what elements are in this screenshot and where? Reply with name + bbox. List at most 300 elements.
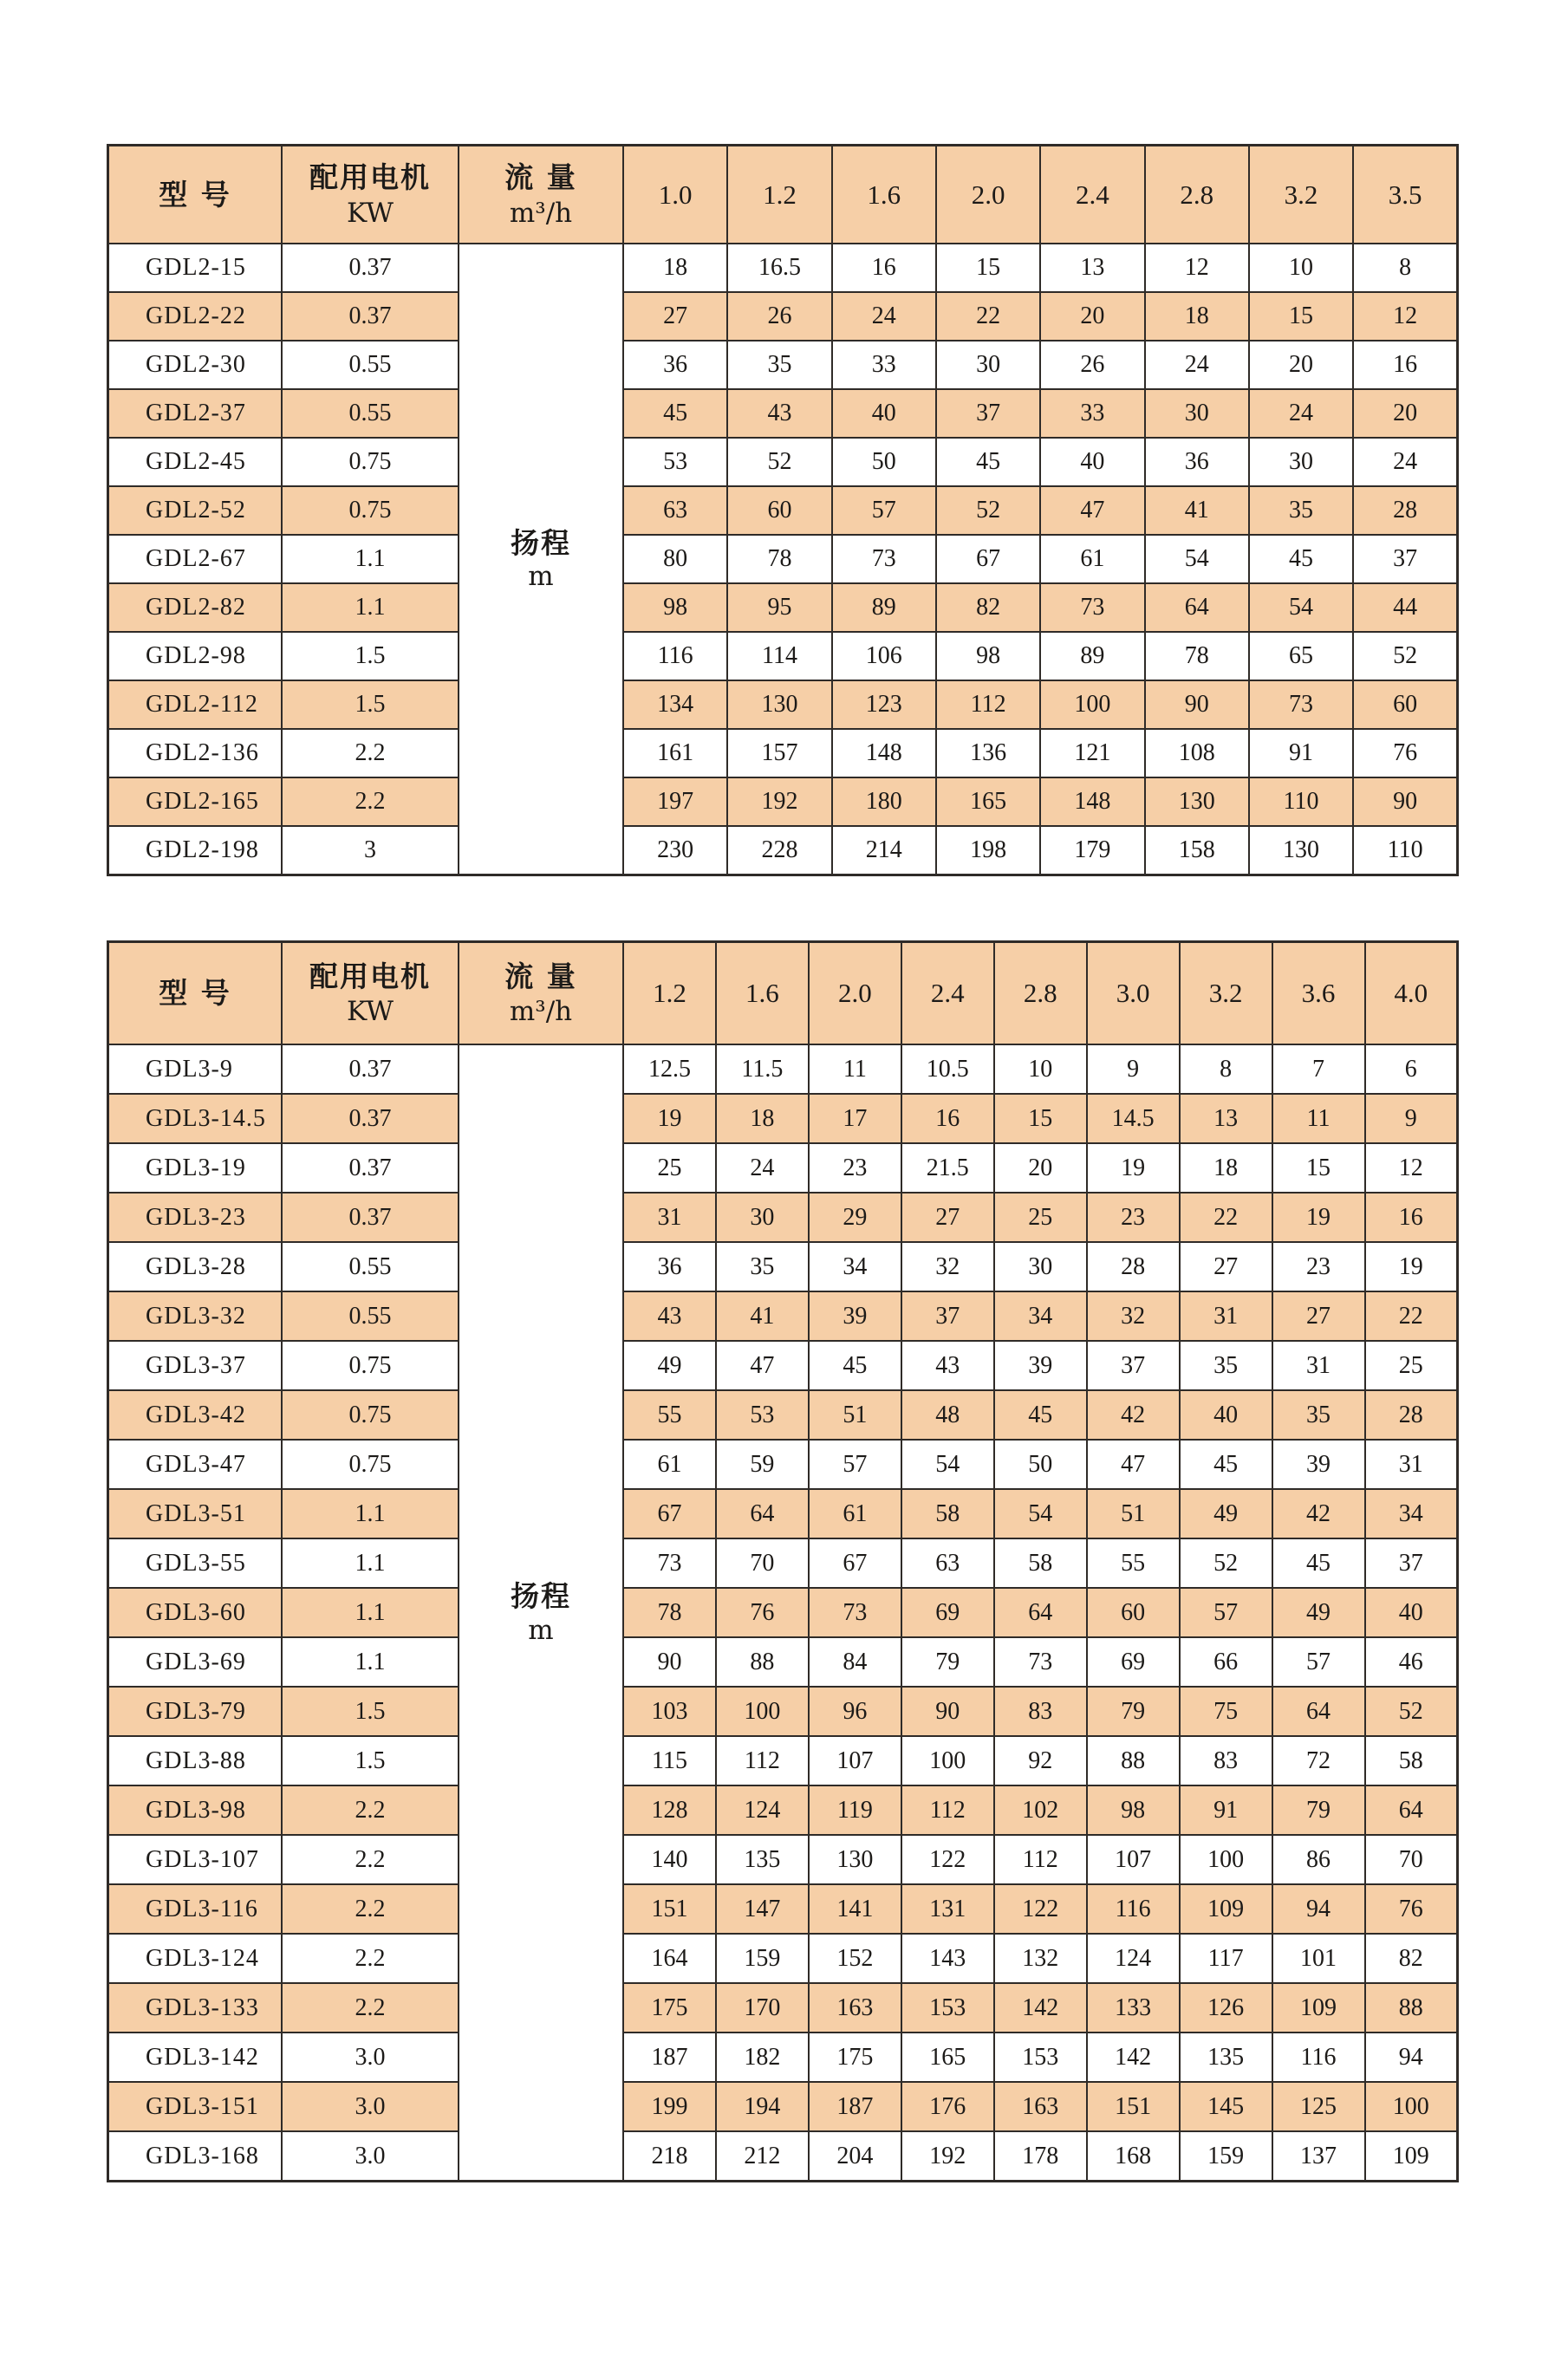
- table-row: [108, 1044, 1458, 1094]
- head-value-cell: 13: [1040, 244, 1144, 292]
- head-value-cell: 47: [1087, 1440, 1180, 1489]
- head-value-cell: 137: [1272, 2131, 1365, 2182]
- table-row: [108, 632, 1458, 680]
- head-value-cell: 23: [1272, 1242, 1365, 1291]
- head-value-cell: 197: [623, 777, 727, 826]
- head-value-cell: 16.5: [727, 244, 831, 292]
- head-value-cell: 61: [623, 1440, 716, 1489]
- head-value-cell: 122: [994, 1884, 1087, 1934]
- head-value-cell: 148: [1040, 777, 1144, 826]
- head-value-cell: 35: [1249, 486, 1353, 535]
- head-value-cell: 100: [1365, 2082, 1458, 2131]
- head-value-cell: 30: [1249, 438, 1353, 486]
- head-value-cell: 73: [1040, 583, 1144, 632]
- flow-value-label: 3.0: [1116, 978, 1150, 1008]
- head-value-cell: 19: [1272, 1193, 1365, 1242]
- motor-power-cell: 1.5: [282, 1687, 459, 1736]
- flow-value-header: [1249, 146, 1353, 244]
- head-value-cell: 143: [901, 1934, 994, 1983]
- head-value-cell: 41: [716, 1291, 809, 1341]
- head-value-cell: 42: [1087, 1390, 1180, 1440]
- head-value-cell: 107: [809, 1736, 901, 1785]
- motor-power-cell: 1.1: [282, 535, 459, 583]
- head-value-cell: 130: [727, 680, 831, 729]
- flow-value-header: [901, 942, 994, 1045]
- model-cell: GDL3-116: [108, 1884, 283, 1934]
- head-value-cell: 117: [1180, 1934, 1272, 1983]
- motor-power-cell: 2.2: [282, 1983, 459, 2033]
- model-cell: GDL3-28: [108, 1242, 283, 1291]
- head-value-cell: 116: [623, 632, 727, 680]
- head-value-cell: 49: [1272, 1588, 1365, 1637]
- motor-header-unit: KW: [347, 197, 394, 229]
- head-value-cell: 96: [809, 1687, 901, 1736]
- head-value-cell: 25: [1365, 1341, 1458, 1390]
- head-value-cell: 57: [1272, 1637, 1365, 1687]
- table-row: [108, 2131, 1458, 2182]
- table-row: [108, 1884, 1458, 1934]
- head-value-cell: 46: [1365, 1637, 1458, 1687]
- head-value-cell: 182: [716, 2033, 809, 2082]
- flow-value-label: 2.4: [1076, 179, 1109, 210]
- head-value-cell: 39: [809, 1291, 901, 1341]
- head-value-cell: 79: [1272, 1785, 1365, 1835]
- model-cell: GDL3-23: [108, 1193, 283, 1242]
- head-value-cell: 25: [994, 1193, 1087, 1242]
- head-value-cell: 67: [809, 1538, 901, 1588]
- head-value-cell: 45: [1180, 1440, 1272, 1489]
- head-value-cell: 30: [716, 1193, 809, 1242]
- head-value-cell: 12.5: [623, 1044, 716, 1094]
- head-value-cell: 78: [727, 535, 831, 583]
- head-value-cell: 43: [623, 1291, 716, 1341]
- head-value-cell: 54: [901, 1440, 994, 1489]
- head-value-cell: 168: [1087, 2131, 1180, 2182]
- head-value-cell: 94: [1272, 1884, 1365, 1934]
- motor-power-column-header: [282, 146, 459, 244]
- head-value-cell: 140: [623, 1835, 716, 1884]
- head-value-cell: 50: [994, 1440, 1087, 1489]
- head-value-cell: 122: [901, 1835, 994, 1884]
- head-value-cell: 7: [1272, 1044, 1365, 1094]
- head-value-cell: 21.5: [901, 1143, 994, 1193]
- head-value-cell: 82: [1365, 1934, 1458, 1983]
- head-value-cell: 18: [1180, 1143, 1272, 1193]
- head-value-cell: 198: [936, 826, 1040, 875]
- head-value-cell: 45: [1249, 535, 1353, 583]
- motor-power-cell: 0.55: [282, 389, 459, 438]
- head-value-cell: 76: [716, 1588, 809, 1637]
- head-value-cell: 10: [1249, 244, 1353, 292]
- table-row: [108, 1341, 1458, 1390]
- flow-value-header: [623, 146, 727, 244]
- head-value-cell: 54: [1249, 583, 1353, 632]
- head-value-cell: 83: [1180, 1736, 1272, 1785]
- head-value-cell: 33: [832, 341, 936, 389]
- head-value-cell: 52: [1180, 1538, 1272, 1588]
- head-value-cell: 79: [1087, 1687, 1180, 1736]
- head-value-cell: 43: [901, 1341, 994, 1390]
- head-value-cell: 73: [623, 1538, 716, 1588]
- head-value-cell: 121: [1040, 729, 1144, 777]
- head-value-cell: 228: [727, 826, 831, 875]
- table-row: [108, 1588, 1458, 1637]
- head-value-cell: 187: [623, 2033, 716, 2082]
- head-value-cell: 15: [994, 1094, 1087, 1143]
- model-header-label: 型 号: [159, 976, 231, 1011]
- head-value-cell: 37: [936, 389, 1040, 438]
- head-value-cell: 95: [727, 583, 831, 632]
- head-value-cell: 20: [1249, 341, 1353, 389]
- motor-power-cell: 0.37: [282, 1044, 459, 1094]
- head-value-cell: 110: [1249, 777, 1353, 826]
- head-value-cell: 40: [832, 389, 936, 438]
- head-value-cell: 212: [716, 2131, 809, 2182]
- head-value-cell: 12: [1353, 292, 1457, 341]
- head-value-cell: 31: [1180, 1291, 1272, 1341]
- flow-value-header: [623, 942, 716, 1045]
- head-value-cell: 27: [1180, 1242, 1272, 1291]
- head-value-cell: 9: [1365, 1094, 1458, 1143]
- head-value-cell: 73: [832, 535, 936, 583]
- head-value-cell: 65: [1249, 632, 1353, 680]
- head-value-cell: 11.5: [716, 1044, 809, 1094]
- head-value-cell: 90: [1353, 777, 1457, 826]
- gdl3-table-body: [108, 1044, 1458, 2182]
- head-value-cell: 131: [901, 1884, 994, 1934]
- motor-header-unit: KW: [347, 996, 394, 1028]
- head-value-cell: 161: [623, 729, 727, 777]
- head-value-cell: 63: [901, 1538, 994, 1588]
- head-value-cell: 49: [1180, 1489, 1272, 1538]
- head-value-cell: 163: [994, 2082, 1087, 2131]
- head-value-cell: 199: [623, 2082, 716, 2131]
- head-value-cell: 70: [1365, 1835, 1458, 1884]
- head-value-cell: 114: [727, 632, 831, 680]
- model-cell: GDL3-69: [108, 1637, 283, 1687]
- flow-value-label: 2.0: [837, 978, 872, 1008]
- head-value-cell: 37: [1087, 1341, 1180, 1390]
- head-value-cell: 51: [809, 1390, 901, 1440]
- head-value-cell: 9: [1087, 1044, 1180, 1094]
- head-value-cell: 112: [716, 1736, 809, 1785]
- head-value-cell: 180: [832, 777, 936, 826]
- head-value-cell: 100: [716, 1687, 809, 1736]
- head-value-cell: 124: [1087, 1934, 1180, 1983]
- table-row: [108, 1687, 1458, 1736]
- head-label: 扬程: [511, 1579, 571, 1614]
- head-value-cell: 175: [623, 1983, 716, 2033]
- head-value-cell: 19: [1365, 1242, 1458, 1291]
- motor-power-cell: 0.75: [282, 1390, 459, 1440]
- flow-column-header: [459, 146, 623, 244]
- head-value-cell: 67: [936, 535, 1040, 583]
- motor-power-cell: 2.2: [282, 729, 459, 777]
- head-value-cell: 27: [623, 292, 727, 341]
- head-value-cell: 133: [1087, 1983, 1180, 2033]
- motor-power-cell: 0.75: [282, 486, 459, 535]
- head-value-cell: 86: [1272, 1835, 1365, 1884]
- model-cell: GDL3-107: [108, 1835, 283, 1884]
- gdl2-table-body: [108, 244, 1458, 875]
- head-value-cell: 50: [832, 438, 936, 486]
- head-value-cell: 12: [1145, 244, 1249, 292]
- table-row: [108, 1489, 1458, 1538]
- head-value-cell: 11: [1272, 1094, 1365, 1143]
- motor-power-cell: 0.55: [282, 1291, 459, 1341]
- head-value-cell: 178: [994, 2131, 1087, 2182]
- flow-value-label: 2.8: [1023, 978, 1057, 1008]
- model-cell: GDL3-88: [108, 1736, 283, 1785]
- head-value-cell: 35: [716, 1242, 809, 1291]
- head-value-cell: 194: [716, 2082, 809, 2131]
- head-value-cell: 18: [1145, 292, 1249, 341]
- head-value-cell: 32: [901, 1242, 994, 1291]
- table-row: [108, 1242, 1458, 1291]
- head-value-cell: 109: [1365, 2131, 1458, 2182]
- flow-header-unit: m³/h: [509, 197, 573, 229]
- table-row: [108, 1934, 1458, 1983]
- head-value-cell: 102: [994, 1785, 1087, 1835]
- flow-value-label: 1.6: [745, 978, 779, 1008]
- head-value-cell: 90: [1145, 680, 1249, 729]
- head-value-cell: 36: [623, 341, 727, 389]
- head-value-cell: 48: [901, 1390, 994, 1440]
- head-value-cell: 163: [809, 1983, 901, 2033]
- head-value-cell: 59: [716, 1440, 809, 1489]
- head-value-cell: 100: [1180, 1835, 1272, 1884]
- head-value-cell: 33: [1040, 389, 1144, 438]
- flow-value-label: 2.8: [1180, 179, 1214, 210]
- head-value-cell: 94: [1365, 2033, 1458, 2082]
- head-value-cell: 42: [1272, 1489, 1365, 1538]
- motor-power-cell: 1.5: [282, 1736, 459, 1785]
- head-value-cell: 147: [716, 1884, 809, 1934]
- motor-power-cell: 0.75: [282, 1440, 459, 1489]
- head-value-cell: 134: [623, 680, 727, 729]
- head-value-cell: 90: [901, 1687, 994, 1736]
- head-value-cell: 16: [1353, 341, 1457, 389]
- motor-power-cell: 1.5: [282, 680, 459, 729]
- head-value-cell: 91: [1249, 729, 1353, 777]
- head-value-cell: 37: [901, 1291, 994, 1341]
- head-value-cell: 60: [727, 486, 831, 535]
- model-cell: GDL3-37: [108, 1341, 283, 1390]
- head-value-cell: 11: [809, 1044, 901, 1094]
- flow-value-label: 1.2: [653, 978, 686, 1008]
- head-merged-cell: [459, 244, 623, 875]
- model-cell: GDL3-19: [108, 1143, 283, 1193]
- head-value-cell: 8: [1180, 1044, 1272, 1094]
- head-value-cell: 24: [1249, 389, 1353, 438]
- model-cell: GDL3-133: [108, 1983, 283, 2033]
- flow-value-header: [936, 146, 1040, 244]
- head-value-cell: 79: [901, 1637, 994, 1687]
- flow-value-header: [832, 146, 936, 244]
- model-cell: GDL3-14.5: [108, 1094, 283, 1143]
- head-value-cell: 49: [623, 1341, 716, 1390]
- motor-power-column-header: [282, 942, 459, 1045]
- head-value-cell: 45: [994, 1390, 1087, 1440]
- flow-header-unit: m³/h: [509, 996, 573, 1028]
- flow-value-header: [1180, 942, 1272, 1045]
- header-row: [108, 146, 1458, 244]
- table-row: [108, 389, 1458, 438]
- head-value-cell: 28: [1087, 1242, 1180, 1291]
- head-value-cell: 142: [1087, 2033, 1180, 2082]
- head-value-cell: 19: [1087, 1143, 1180, 1193]
- head-value-cell: 45: [623, 389, 727, 438]
- head-value-cell: 179: [1040, 826, 1144, 875]
- head-value-cell: 12: [1365, 1143, 1458, 1193]
- flow-value-label: 4.0: [1394, 978, 1428, 1008]
- head-value-cell: 142: [994, 1983, 1087, 2033]
- head-value-cell: 130: [809, 1835, 901, 1884]
- head-value-cell: 57: [809, 1440, 901, 1489]
- head-value-cell: 32: [1087, 1291, 1180, 1341]
- head-value-cell: 159: [716, 1934, 809, 1983]
- motor-power-cell: 0.37: [282, 1193, 459, 1242]
- head-value-cell: 40: [1365, 1588, 1458, 1637]
- head-value-cell: 24: [832, 292, 936, 341]
- head-value-cell: 40: [1180, 1390, 1272, 1440]
- head-value-cell: 18: [623, 244, 727, 292]
- model-cell: GDL3-79: [108, 1687, 283, 1736]
- head-value-cell: 52: [936, 486, 1040, 535]
- head-value-cell: 26: [727, 292, 831, 341]
- head-value-cell: 16: [832, 244, 936, 292]
- head-value-cell: 110: [1353, 826, 1457, 875]
- head-value-cell: 37: [1365, 1538, 1458, 1588]
- gdl3-table-header: [108, 942, 1458, 1045]
- model-cell: GDL3-55: [108, 1538, 283, 1588]
- head-value-cell: 28: [1353, 486, 1457, 535]
- head-value-cell: 16: [1365, 1193, 1458, 1242]
- head-value-cell: 92: [994, 1736, 1087, 1785]
- head-value-cell: 108: [1145, 729, 1249, 777]
- head-value-cell: 37: [1353, 535, 1457, 583]
- motor-power-cell: 2.2: [282, 1934, 459, 1983]
- motor-power-cell: 2.2: [282, 777, 459, 826]
- head-value-cell: 101: [1272, 1934, 1365, 1983]
- head-value-cell: 106: [832, 632, 936, 680]
- head-value-cell: 126: [1180, 1983, 1272, 2033]
- motor-power-cell: 0.75: [282, 438, 459, 486]
- head-value-cell: 45: [809, 1341, 901, 1390]
- head-value-cell: 51: [1087, 1489, 1180, 1538]
- head-value-cell: 187: [809, 2082, 901, 2131]
- model-header-label: 型 号: [159, 177, 231, 211]
- flow-value-label: 3.2: [1208, 978, 1243, 1008]
- head-value-cell: 88: [716, 1637, 809, 1687]
- head-value-cell: 100: [901, 1736, 994, 1785]
- motor-power-cell: 0.37: [282, 1143, 459, 1193]
- motor-power-cell: 0.55: [282, 341, 459, 389]
- head-value-cell: 112: [994, 1835, 1087, 1884]
- head-value-cell: 36: [1145, 438, 1249, 486]
- head-value-cell: 158: [1145, 826, 1249, 875]
- head-value-cell: 18: [716, 1094, 809, 1143]
- model-cell: GDL3-9: [108, 1044, 283, 1094]
- head-value-cell: 44: [1353, 583, 1457, 632]
- head-value-cell: 22: [1365, 1291, 1458, 1341]
- flow-value-header: [1353, 146, 1457, 244]
- motor-power-cell: 0.37: [282, 1094, 459, 1143]
- head-value-cell: 69: [1087, 1637, 1180, 1687]
- motor-power-cell: 1.1: [282, 1538, 459, 1588]
- gdl3-performance-table: [107, 940, 1459, 2182]
- head-value-cell: 64: [1145, 583, 1249, 632]
- model-cell: GDL2-82: [108, 583, 283, 632]
- table-row: [108, 583, 1458, 632]
- head-value-cell: 8: [1353, 244, 1457, 292]
- head-value-cell: 124: [716, 1785, 809, 1835]
- table-row: [108, 341, 1458, 389]
- head-value-cell: 72: [1272, 1736, 1365, 1785]
- head-value-cell: 214: [832, 826, 936, 875]
- head-value-cell: 83: [994, 1687, 1087, 1736]
- head-label: 扬程: [511, 525, 571, 560]
- motor-power-cell: 2.2: [282, 1785, 459, 1835]
- motor-power-cell: 3.0: [282, 2082, 459, 2131]
- catalog-page: [0, 144, 1568, 2361]
- head-value-cell: 128: [623, 1785, 716, 1835]
- head-unit: m: [528, 1614, 554, 1646]
- head-value-cell: 31: [1365, 1440, 1458, 1489]
- model-cell: GDL3-98: [108, 1785, 283, 1835]
- head-value-cell: 35: [1180, 1341, 1272, 1390]
- head-value-cell: 176: [901, 2082, 994, 2131]
- head-value-cell: 192: [727, 777, 831, 826]
- head-value-cell: 125: [1272, 2082, 1365, 2131]
- motor-power-cell: 1.1: [282, 1637, 459, 1687]
- head-value-cell: 19: [623, 1094, 716, 1143]
- table-row: [108, 1390, 1458, 1440]
- motor-power-cell: 0.37: [282, 244, 459, 292]
- flow-value-label: 1.0: [658, 179, 693, 210]
- head-value-cell: 73: [1249, 680, 1353, 729]
- head-value-cell: 17: [809, 1094, 901, 1143]
- model-cell: GDL2-15: [108, 244, 283, 292]
- head-value-cell: 107: [1087, 1835, 1180, 1884]
- flow-value-header: [727, 146, 831, 244]
- head-value-cell: 13: [1180, 1094, 1272, 1143]
- gdl2-performance-table: [107, 144, 1459, 876]
- head-value-cell: 170: [716, 1983, 809, 2033]
- head-value-cell: 109: [1180, 1884, 1272, 1934]
- model-cell: GDL3-32: [108, 1291, 283, 1341]
- head-value-cell: 116: [1087, 1884, 1180, 1934]
- head-value-cell: 27: [1272, 1291, 1365, 1341]
- flow-value-label: 1.2: [763, 179, 797, 210]
- model-cell: GDL2-136: [108, 729, 283, 777]
- head-value-cell: 39: [994, 1341, 1087, 1390]
- head-value-cell: 100: [1040, 680, 1144, 729]
- table-row: [108, 1143, 1458, 1193]
- table-row: [108, 438, 1458, 486]
- head-value-cell: 90: [623, 1637, 716, 1687]
- motor-header-label: 配用电机: [309, 160, 431, 195]
- head-value-cell: 24: [716, 1143, 809, 1193]
- motor-power-cell: 0.37: [282, 292, 459, 341]
- table-row: [108, 1785, 1458, 1835]
- head-value-cell: 24: [1353, 438, 1457, 486]
- head-value-cell: 60: [1087, 1588, 1180, 1637]
- head-value-cell: 164: [623, 1934, 716, 1983]
- head-value-cell: 47: [1040, 486, 1144, 535]
- motor-power-cell: 3.0: [282, 2131, 459, 2182]
- head-merged-cell: [459, 1044, 623, 2182]
